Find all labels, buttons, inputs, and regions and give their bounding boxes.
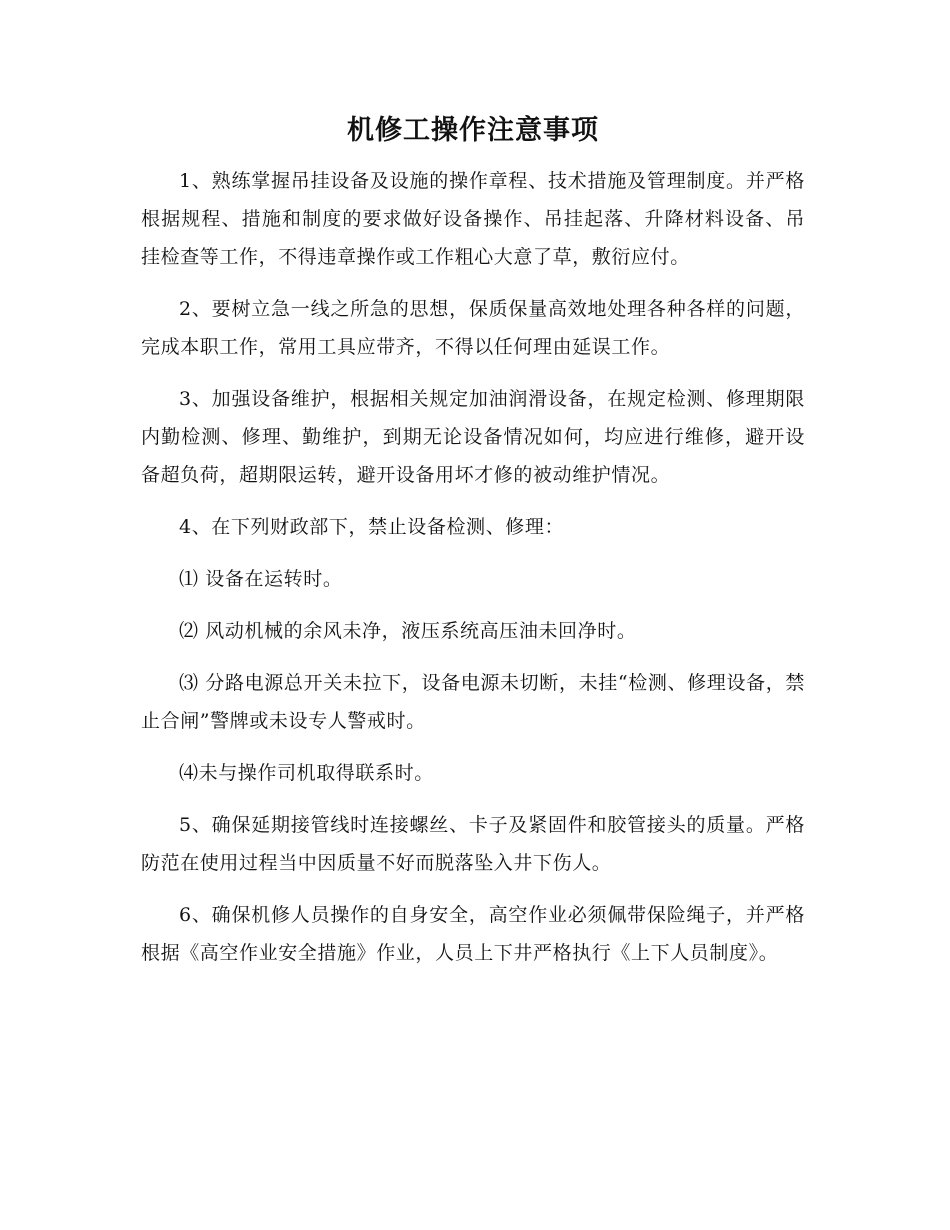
sub-item-2: ⑵ 风动机械的余风未净，液压系统高压油未回净时。 — [179, 620, 637, 642]
paragraph-4: 4、在下列财政部下，禁止设备检测、修理： — [179, 516, 565, 538]
paragraph-6: 6、确保机修人员操作的自身安全，高空作业必须佩带保险绳子，并严格根据《高空作业安全措施》作业，人员上下井严格执行《上下人员制度》。 — [141, 904, 805, 964]
paragraph-1: 1、熟练掌握吊挂设备及设施的操作章程、技术措施及管理制度。并严格根据规程、措施和制度的要求做好设备操作、吊挂起落、升降材料设备、吊挂检查等工作，不得违章操作或工作粗心大意了草，敷衍应付。 — [141, 170, 805, 268]
paragraph-5: 5、确保延期接管线时连接螺丝、卡子及紧固件和胶管接头的质量。严格防范在使用过程当中因质量不好而脱落坠入井下伤人。 — [141, 814, 805, 874]
paragraph-3: 3、加强设备维护，根据相关规定加油润滑设备，在规定检测、修理期限内勤检测、修理、勤维护，到期无论设备情况如何，均应进行维修，避开设备超负荷，超期限运转，避开设备用坏才修的被动维护情况。 — [141, 388, 805, 486]
sub-item-3: ⑶ 分路电源总开关未拉下，设备电源未切断，未挂“检测、修理设备，禁止合闸”警牌或未设专人警戒时。 — [141, 672, 805, 732]
document-title: 机修工操作注意事项 — [347, 115, 599, 146]
paragraph-2: 2、要树立急一线之所急的思想，保质保量高效地处理各种各样的问题，完成本职工作，常用工具应带齐，不得以任何理由延误工作。 — [141, 298, 805, 358]
sub-item-1: ⑴ 设备在运转时。 — [179, 568, 343, 590]
sub-item-4: ⑷未与操作司机取得联系时。 — [179, 762, 434, 784]
document-page — [141, 112, 805, 986]
